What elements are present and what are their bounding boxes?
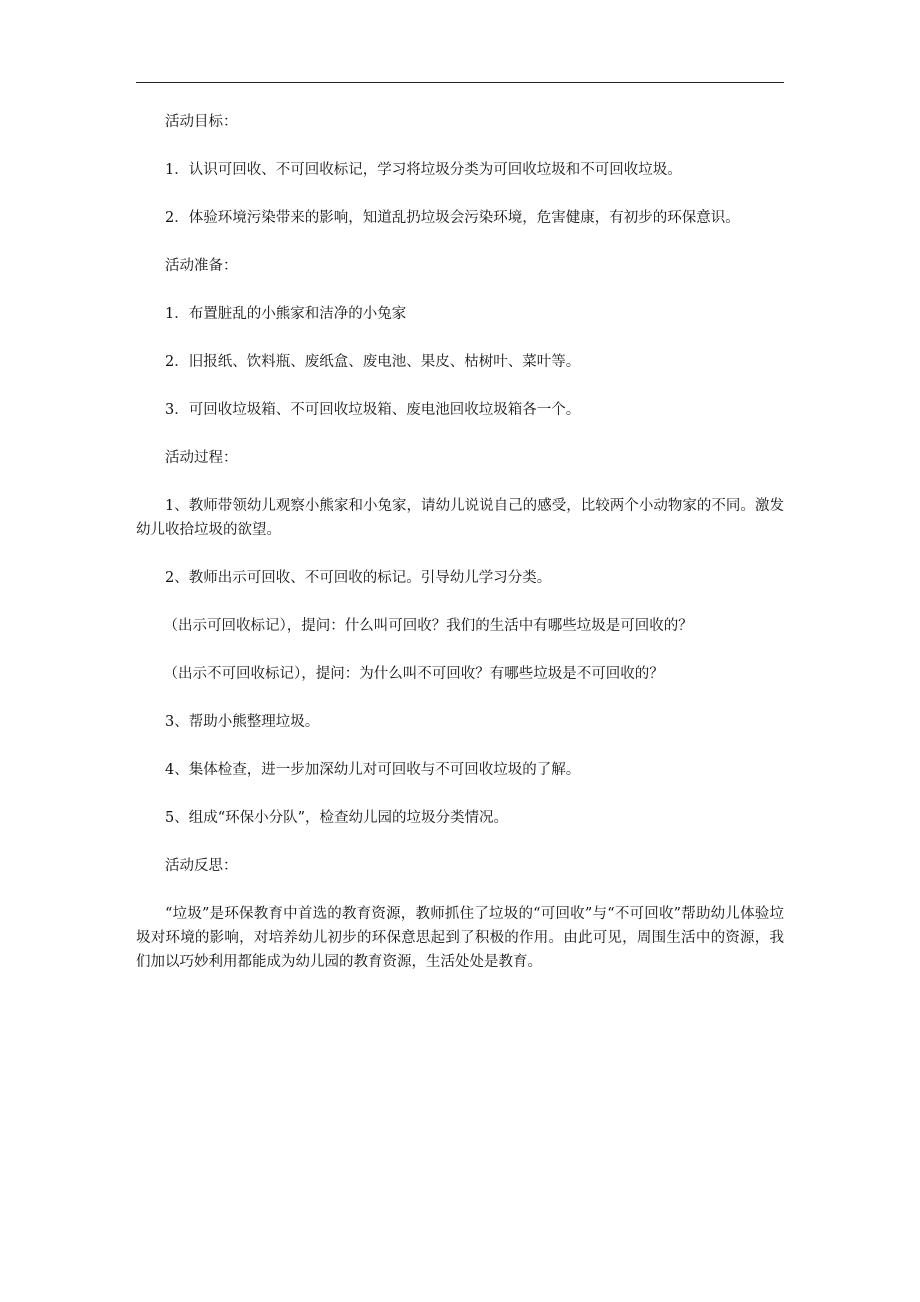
process-step-5: 5、组成“环保小分队”，检查幼儿园的垃圾分类情况。 — [165, 810, 509, 826]
heading-goals: 活动目标： — [165, 114, 238, 130]
process-question-nonrecyclable: （出示不可回收标记），提问：为什么叫不可回收？有哪些垃圾是不可回收的？ — [163, 666, 664, 682]
process-question-recyclable: （出示可回收标记），提问：什么叫可回收？我们的生活中有哪些垃圾是可回收的？ — [163, 618, 693, 634]
goal-item-1: 1．认识可回收、不可回收标记，学习将垃圾分类为可回收垃圾和不可回收垃圾。 — [165, 162, 682, 178]
reflection-text: “垃圾”是环保教育中首选的教育资源，教师抓住了垃圾的“可回收”与“不可回收”帮助幼儿体验垃圾对环境的影响，对培养幼儿初步的环保意思起到了积极的作用。由此可见，周围生活中的资源，我们加以巧妙利用都能成为幼儿园的教育资源，生活处处是教育。 — [136, 906, 784, 970]
header-rule — [136, 82, 784, 83]
prep-item-1: 1．布置脏乱的小熊家和洁净的小兔家 — [165, 306, 407, 322]
heading-reflection: 活动反思： — [165, 858, 238, 874]
process-step-4: 4、集体检查，进一步加深幼儿对可回收与不可回收垃圾的了解。 — [165, 762, 581, 778]
heading-process: 活动过程： — [165, 450, 238, 466]
document-body — [136, 110, 784, 974]
prep-item-3: 3．可回收垃圾箱、不可回收垃圾箱、废电池回收垃圾箱各一个。 — [165, 402, 581, 418]
process-step-3: 3、帮助小熊整理垃圾。 — [165, 714, 320, 730]
process-step-1: 1、教师带领幼儿观察小熊家和小兔家，请幼儿说说自己的感受，比较两个小动物家的不同。激发幼儿收拾垃圾的欲望。 — [136, 498, 784, 538]
heading-preparation: 活动准备： — [165, 258, 238, 274]
prep-item-2: 2．旧报纸、饮料瓶、废纸盒、废电池、果皮、枯树叶、菜叶等。 — [165, 354, 581, 370]
goal-item-2: 2．体验环境污染带来的影响，知道乱扔垃圾会污染环境，危害健康，有初步的环保意识。 — [165, 210, 740, 226]
process-step-2: 2、教师出示可回收、不可回收的标记。引导幼儿学习分类。 — [165, 570, 552, 586]
